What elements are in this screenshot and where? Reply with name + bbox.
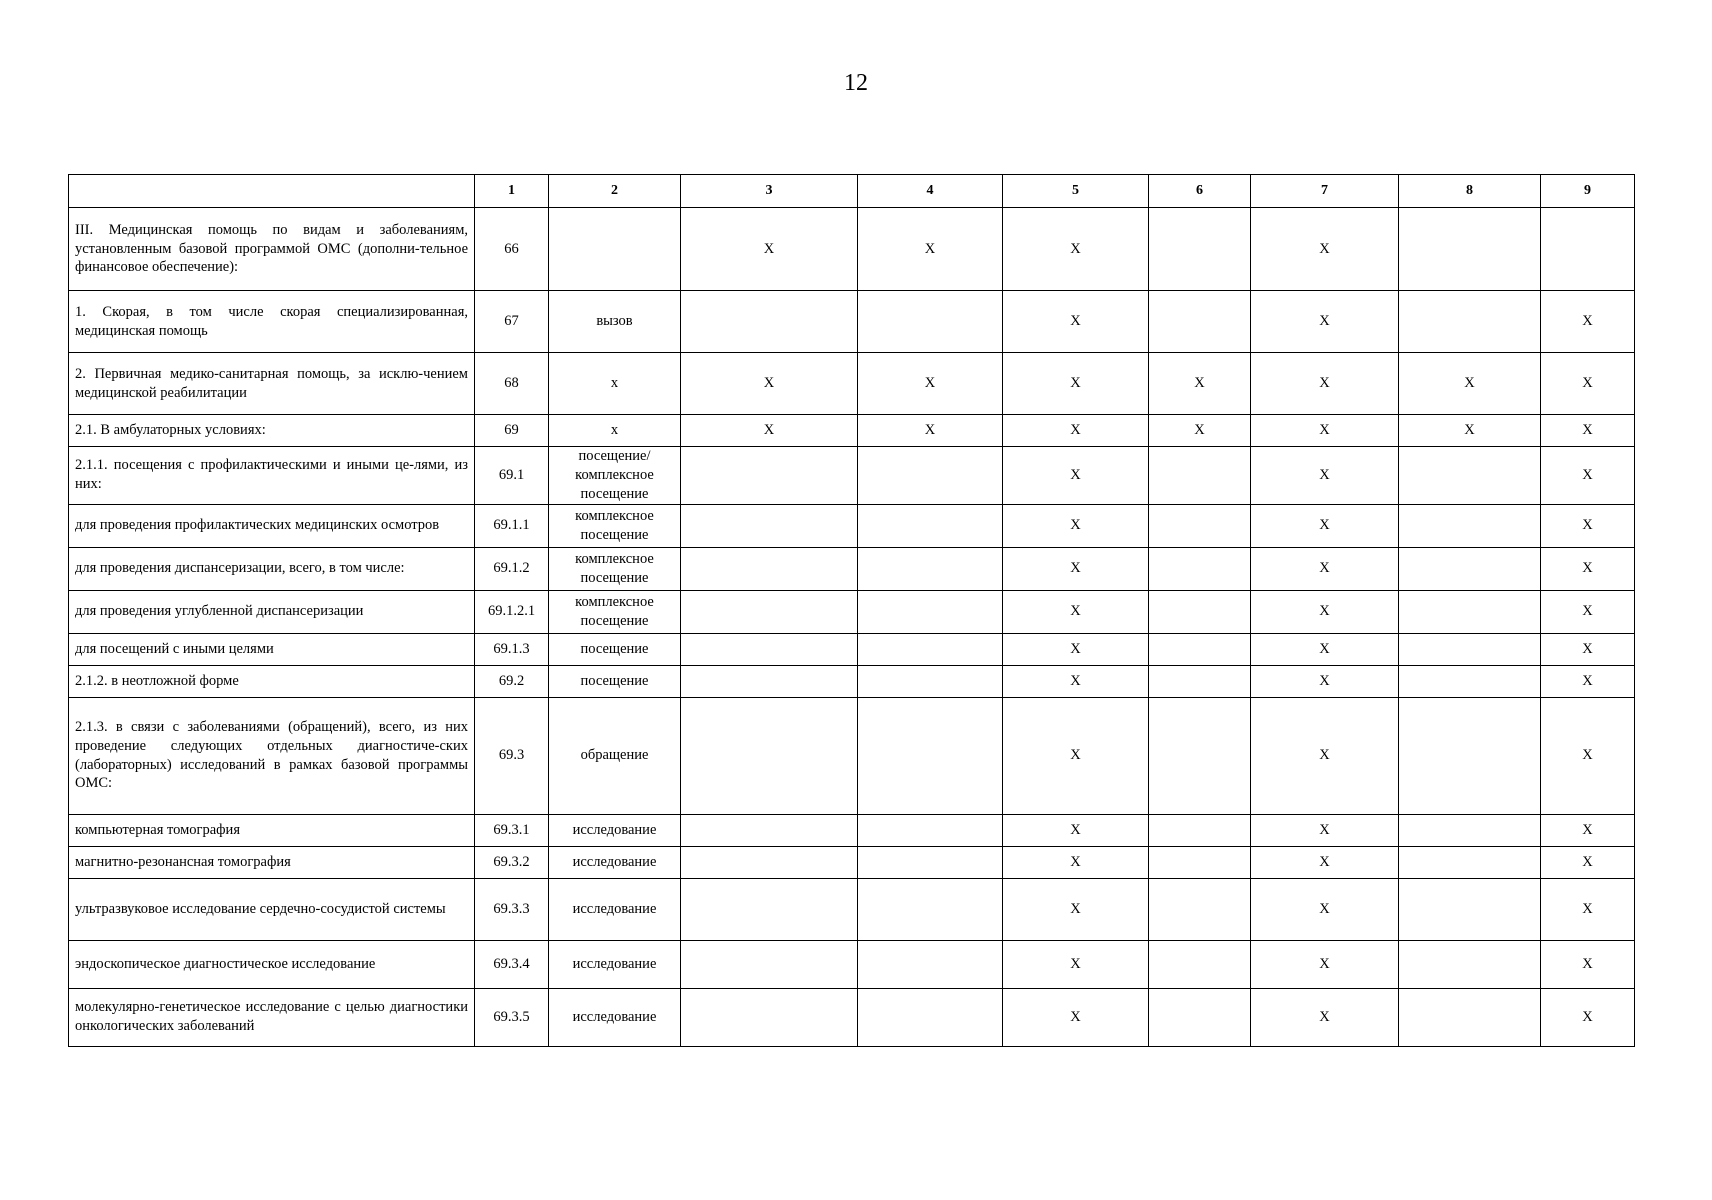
column-number-row [69,175,1635,208]
table-row [69,504,1635,547]
row-name: ультразвуковое исследование сердечно-сосудистой системы [69,878,475,940]
row-name: для проведения углубленной диспансеризации [69,590,475,633]
cell-col5: X [1003,665,1149,697]
cell-col9: X [1541,447,1635,505]
row-code: 69.1.3 [475,633,549,665]
cell-col5: X [1003,415,1149,447]
cell-col7: X [1251,940,1399,988]
data-table [68,174,1635,1047]
row-code: 66 [475,208,549,291]
cell-col9: X [1541,940,1635,988]
row-code: 69.3.5 [475,988,549,1046]
row-unit: посещение [549,665,681,697]
cell-col6 [1149,940,1251,988]
cell-col3 [681,940,858,988]
cell-col8 [1399,940,1541,988]
cell-col3 [681,447,858,505]
cell-col6 [1149,697,1251,814]
column-number: 7 [1251,175,1399,208]
row-code: 69.3.1 [475,814,549,846]
row-code: 69.1.1 [475,504,549,547]
cell-col4: X [858,415,1003,447]
cell-col7: X [1251,846,1399,878]
table-row [69,940,1635,988]
row-unit: комплексное посещение [549,547,681,590]
cell-col7: X [1251,697,1399,814]
cell-col6 [1149,291,1251,353]
cell-col4 [858,504,1003,547]
row-code: 69.3 [475,697,549,814]
row-code: 69.1.2.1 [475,590,549,633]
table-row [69,415,1635,447]
cell-col5: X [1003,208,1149,291]
cell-col3: X [681,353,858,415]
row-name: 2.1.1. посещения с профилактическими и иными це-лями, из них: [69,447,475,505]
column-number: 3 [681,175,858,208]
cell-col7: X [1251,208,1399,291]
row-unit: посещение/ комплексное посещение [549,447,681,505]
cell-col9 [1541,208,1635,291]
cell-col7: X [1251,633,1399,665]
cell-col8: X [1399,353,1541,415]
table-row [69,878,1635,940]
cell-col5: X [1003,878,1149,940]
cell-col8 [1399,814,1541,846]
cell-col9: X [1541,846,1635,878]
table-row [69,633,1635,665]
row-unit: x [549,415,681,447]
row-name: 2. Первичная медико-санитарная помощь, за исклю-чением медицинской реабилитации [69,353,475,415]
cell-col3 [681,633,858,665]
table-row [69,353,1635,415]
row-code: 69.3.3 [475,878,549,940]
cell-col3: X [681,415,858,447]
row-code: 67 [475,291,549,353]
page-number: 12 [844,70,868,96]
column-number: 6 [1149,175,1251,208]
cell-col5: X [1003,697,1149,814]
cell-col3 [681,988,858,1046]
row-code: 69 [475,415,549,447]
table-row [69,547,1635,590]
row-name: 2.1.3. в связи с заболеваниями (обращений), всего, из них проведение следующих отдельных диагностиче-ских (лабораторных) исследований в рамках базовой программы ОМС: [69,697,475,814]
row-name: 2.1.2. в неотложной форме [69,665,475,697]
table-row [69,814,1635,846]
row-name: 1. Скорая, в том числе скорая специализированная, медицинская помощь [69,291,475,353]
cell-col8 [1399,208,1541,291]
cell-col5: X [1003,814,1149,846]
cell-col4 [858,547,1003,590]
cell-col4 [858,665,1003,697]
cell-col9: X [1541,697,1635,814]
cell-col8 [1399,988,1541,1046]
cell-col6 [1149,988,1251,1046]
cell-col8 [1399,846,1541,878]
cell-col4 [858,940,1003,988]
cell-col6: X [1149,353,1251,415]
cell-col4 [858,590,1003,633]
cell-col9: X [1541,814,1635,846]
cell-col8: X [1399,415,1541,447]
cell-col9: X [1541,291,1635,353]
row-unit: исследование [549,814,681,846]
cell-col4 [858,447,1003,505]
cell-col4 [858,814,1003,846]
row-code: 69.3.2 [475,846,549,878]
row-code: 69.1.2 [475,547,549,590]
cell-col7: X [1251,447,1399,505]
row-name: 2.1. В амбулаторных условиях: [69,415,475,447]
cell-col9: X [1541,878,1635,940]
row-unit: x [549,353,681,415]
row-unit: исследование [549,940,681,988]
cell-col6 [1149,590,1251,633]
cell-col5: X [1003,988,1149,1046]
row-code: 69.1 [475,447,549,505]
cell-col6 [1149,878,1251,940]
table-row [69,988,1635,1046]
cell-col4: X [858,353,1003,415]
cell-col6 [1149,814,1251,846]
cell-col7: X [1251,547,1399,590]
cell-col5: X [1003,547,1149,590]
cell-col5: X [1003,590,1149,633]
row-unit: комплексное посещение [549,504,681,547]
row-name: III. Медицинская помощь по видам и заболеваниям, установленным базовой программой ОМС (дополни-тельное финансовое обеспечение): [69,208,475,291]
cell-col4 [858,633,1003,665]
cell-col8 [1399,504,1541,547]
cell-col7: X [1251,415,1399,447]
cell-col4 [858,988,1003,1046]
cell-col8 [1399,697,1541,814]
cell-col6 [1149,208,1251,291]
cell-col7: X [1251,814,1399,846]
row-unit: посещение [549,633,681,665]
cell-col9: X [1541,504,1635,547]
cell-col7: X [1251,665,1399,697]
cell-col5: X [1003,353,1149,415]
cell-col7: X [1251,878,1399,940]
cell-col3 [681,665,858,697]
cell-col8 [1399,291,1541,353]
column-number: 2 [549,175,681,208]
table-row [69,697,1635,814]
column-number: 1 [475,175,549,208]
cell-col3 [681,504,858,547]
row-name: магнитно-резонансная томография [69,846,475,878]
table-row [69,291,1635,353]
table-row [69,208,1635,291]
cell-col3 [681,697,858,814]
cell-col9: X [1541,590,1635,633]
row-unit: обращение [549,697,681,814]
cell-col7: X [1251,291,1399,353]
cell-col8 [1399,665,1541,697]
cell-col4 [858,697,1003,814]
cell-col8 [1399,547,1541,590]
table-row [69,665,1635,697]
cell-col6 [1149,504,1251,547]
cell-col6 [1149,846,1251,878]
cell-col7: X [1251,353,1399,415]
cell-col6 [1149,633,1251,665]
cell-col5: X [1003,633,1149,665]
cell-col9: X [1541,633,1635,665]
table-row [69,846,1635,878]
table-row [69,590,1635,633]
column-number: 8 [1399,175,1541,208]
row-name: для проведения диспансеризации, всего, в том числе: [69,547,475,590]
cell-col9: X [1541,665,1635,697]
cell-col6: X [1149,415,1251,447]
cell-col7: X [1251,590,1399,633]
row-name: для проведения профилактических медицинских осмотров [69,504,475,547]
row-name: эндоскопическое диагностическое исследование [69,940,475,988]
cell-col6 [1149,665,1251,697]
row-code: 68 [475,353,549,415]
cell-col4 [858,878,1003,940]
column-number: 9 [1541,175,1635,208]
cell-col4 [858,291,1003,353]
row-unit: комплексное посещение [549,590,681,633]
row-unit: исследование [549,846,681,878]
column-number: 5 [1003,175,1149,208]
cell-col3 [681,590,858,633]
cell-col9: X [1541,988,1635,1046]
cell-col5: X [1003,504,1149,547]
cell-col7: X [1251,988,1399,1046]
cell-col3 [681,291,858,353]
row-unit: исследование [549,878,681,940]
cell-col9: X [1541,547,1635,590]
row-unit: исследование [549,988,681,1046]
cell-col8 [1399,633,1541,665]
cell-col4 [858,846,1003,878]
cell-col9: X [1541,353,1635,415]
row-name: молекулярно-генетическое исследование с целью диагностики онкологических заболеваний [69,988,475,1046]
cell-col3 [681,547,858,590]
row-name: для посещений с иными целями [69,633,475,665]
cell-col9: X [1541,415,1635,447]
column-number: 4 [858,175,1003,208]
cell-col3 [681,878,858,940]
cell-col8 [1399,447,1541,505]
row-code: 69.2 [475,665,549,697]
cell-col3: X [681,208,858,291]
cell-col4: X [858,208,1003,291]
cell-col7: X [1251,504,1399,547]
row-unit: вызов [549,291,681,353]
table-row [69,447,1635,505]
cell-col5: X [1003,447,1149,505]
row-unit [549,208,681,291]
cell-col6 [1149,547,1251,590]
cell-col5: X [1003,291,1149,353]
cell-col3 [681,814,858,846]
column-number [69,175,475,208]
cell-col8 [1399,878,1541,940]
cell-col5: X [1003,846,1149,878]
cell-col3 [681,846,858,878]
cell-col5: X [1003,940,1149,988]
cell-col6 [1149,447,1251,505]
cell-col8 [1399,590,1541,633]
row-name: компьютерная томография [69,814,475,846]
row-code: 69.3.4 [475,940,549,988]
